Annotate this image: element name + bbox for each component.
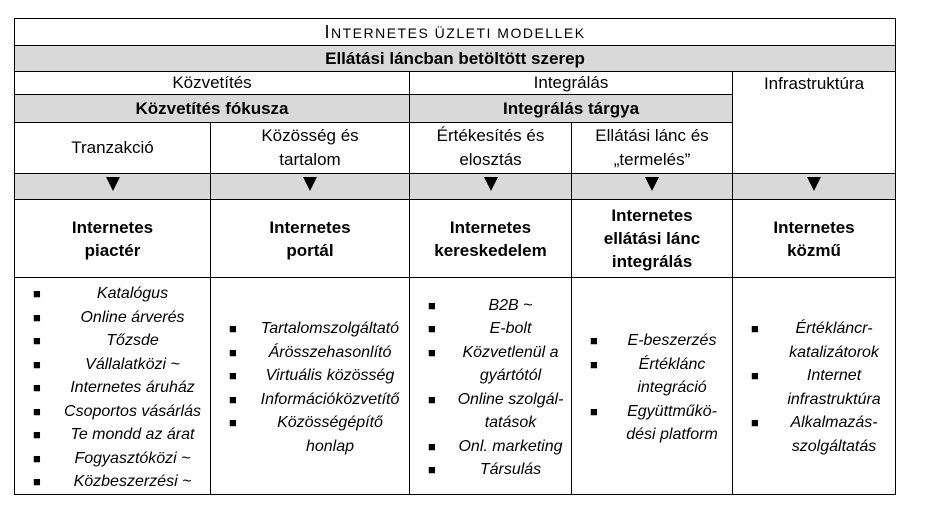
list-item (225, 388, 409, 412)
list-item-line: honlap (305, 437, 355, 455)
list-item-line: Tartalomszolgáltató (260, 320, 400, 338)
list-item (424, 341, 571, 388)
list-item-line: Közvetlenül a (462, 343, 559, 361)
descriptor-kozosseg (211, 123, 410, 174)
list-item (29, 423, 210, 447)
bullet-icon: ■ (590, 403, 598, 419)
model-line: Internetes (71, 217, 154, 237)
bullet-icon: ■ (33, 474, 41, 489)
descriptor-tranzakcio (15, 123, 211, 174)
focus-header-kozvetites: Közvetítés fókusza (15, 95, 410, 123)
bullet-icon: ■ (751, 321, 759, 337)
bullet-icon: ■ (229, 415, 237, 431)
list-item-line: Közbeszerzési ~ (73, 473, 192, 490)
list-cell (410, 278, 572, 495)
list-item-line: Internet (806, 367, 862, 385)
descriptor-line: „termelés” (613, 150, 691, 169)
list-item-line: Online árverés (80, 308, 185, 326)
list-cell (572, 278, 733, 495)
list-item-line: integráció (637, 379, 707, 396)
list-item (29, 470, 210, 494)
model-line: közmű (787, 240, 841, 260)
bullet-icon: ■ (590, 356, 598, 372)
descriptor-line: Ellátási lánc és (595, 126, 709, 145)
model-line: ellátási lánc (603, 229, 701, 248)
examples-list (410, 290, 571, 482)
role-header: Ellátási láncban betöltött szerep (15, 46, 896, 72)
list-cell (15, 278, 211, 495)
bullet-icon: ■ (33, 286, 41, 301)
list-item-line: Értékláncr- (795, 320, 873, 338)
descriptor-line: tartalom (279, 150, 341, 169)
list-item-line: Katalógus (96, 285, 169, 302)
list-item (424, 388, 571, 435)
arrow-down-icon (106, 177, 120, 191)
list-cell (211, 278, 410, 495)
list-item-line: Virtuális közösség (265, 367, 395, 385)
list-item (29, 376, 210, 400)
list-item-line: Értéklánc (638, 355, 706, 373)
list-item-line: E-bolt (489, 320, 532, 338)
model-kozmu (733, 200, 896, 278)
list-item-line: Árösszehasonlító (268, 343, 392, 361)
descriptor-ertekesites (410, 123, 572, 174)
bullet-icon: ■ (33, 380, 41, 395)
title-initial: I (324, 21, 331, 42)
role-kozvetites: Közvetítés (15, 72, 410, 95)
bullet-icon: ■ (428, 462, 436, 478)
list-item (29, 306, 210, 330)
bullet-icon: ■ (33, 450, 41, 466)
list-item (747, 364, 895, 411)
bullet-icon: ■ (229, 344, 237, 360)
descriptor-line: Tranzakció (71, 138, 154, 157)
list-item-line: Alkalmazás- (790, 414, 878, 432)
bullet-icon: ■ (751, 368, 759, 384)
list-item-line: Együttműkö- (627, 402, 717, 420)
bullet-icon: ■ (590, 333, 598, 348)
list-item-line: Fogyasztóközi ~ (74, 449, 191, 467)
list-item (586, 400, 732, 447)
arrow-down-icon (645, 177, 659, 191)
bullet-icon: ■ (33, 403, 41, 419)
bullet-icon: ■ (229, 368, 237, 384)
bullet-icon: ■ (428, 297, 436, 313)
descriptor-line: Értékesítés és (436, 126, 545, 145)
arrow-cell (15, 174, 211, 200)
bullet-icon: ■ (751, 415, 759, 431)
focus-header-integralas: Integrálás tárgya (410, 95, 733, 123)
examples-list (733, 313, 895, 458)
role-integralas: Integrálás (410, 72, 733, 95)
arrow-cell (211, 174, 410, 200)
bullet-icon: ■ (229, 391, 237, 407)
list-item (29, 353, 210, 377)
business-models-table (14, 18, 896, 495)
list-item-line: tatások (484, 414, 537, 432)
model-line: Internetes (773, 217, 855, 237)
list-item-line: dési platform (626, 426, 718, 443)
list-item (29, 282, 210, 306)
bullet-icon: ■ (33, 333, 41, 348)
arrow-cell (410, 174, 572, 200)
model-line: integrálás (611, 252, 693, 271)
list-item-line: szolgáltatás (791, 437, 877, 455)
model-line: piactér (84, 240, 141, 260)
table-title (15, 19, 896, 46)
list-item (225, 364, 409, 388)
list-item (424, 294, 571, 318)
list-item-line: infrastruktúra (787, 390, 881, 408)
list-item-line: Tőzsde (106, 332, 159, 349)
examples-list (211, 313, 409, 458)
title-rest: NTERNETES ÜZLETI MODELLEK (331, 24, 586, 41)
list-item-line: Online szolgál- (457, 390, 564, 408)
descriptor-line: Közösség és (261, 126, 359, 145)
model-line: Internetes (269, 217, 351, 237)
model-line: kereskedelem (434, 240, 547, 260)
list-item (225, 411, 409, 458)
list-cell (733, 278, 896, 495)
list-item-line: gyártótól (479, 367, 542, 385)
list-item (29, 400, 210, 424)
list-item (424, 317, 571, 341)
list-item-line: Csoportos vásárlás (64, 402, 201, 420)
list-item-line: Te mondd az árat (70, 426, 195, 443)
arrow-down-icon (484, 177, 498, 191)
examples-list (572, 325, 732, 447)
list-item (225, 341, 409, 365)
examples-list (15, 278, 210, 494)
model-kereskedelem (410, 200, 572, 278)
bullet-icon: ■ (33, 427, 41, 442)
bullet-icon: ■ (33, 309, 41, 325)
model-piacter (15, 200, 211, 278)
bullet-icon: ■ (428, 321, 436, 337)
model-line: portál (286, 240, 334, 260)
list-item-line: Onl. marketing (458, 437, 563, 455)
model-ellatasi-lanc (572, 200, 733, 278)
list-item (747, 317, 895, 364)
model-portal (211, 200, 410, 278)
arrow-down-icon (807, 177, 821, 191)
role-infrastruktura: Infrastruktúra (733, 72, 896, 174)
model-line: Internetes (449, 217, 532, 237)
arrow-cell (572, 174, 733, 200)
model-line: Internetes (611, 206, 693, 225)
list-item (424, 435, 571, 459)
descriptor-line: elosztás (459, 150, 522, 169)
list-item-line: katalizátorok (789, 343, 879, 361)
list-item-line: E-beszerzés (627, 332, 717, 349)
arrow-cell (733, 174, 896, 200)
arrow-down-icon (303, 177, 317, 191)
list-item-line: Vállalatközi ~ (85, 355, 180, 373)
list-item (225, 317, 409, 341)
list-item-line: Információközvetítő (260, 390, 400, 408)
list-item (747, 411, 895, 458)
bullet-icon: ■ (428, 391, 436, 407)
list-item (29, 329, 210, 353)
bullet-icon: ■ (33, 356, 41, 372)
bullet-icon: ■ (428, 344, 436, 360)
list-item-line: Internetes áruház (70, 379, 195, 396)
descriptor-ellatasi-lanc (572, 123, 733, 174)
list-item-line: Közösségépítő (277, 414, 383, 432)
bullet-icon: ■ (229, 321, 237, 337)
list-item-line: B2B ~ (488, 296, 533, 314)
list-item (586, 329, 732, 353)
bullet-icon: ■ (428, 438, 436, 454)
list-item-line: Társulás (479, 461, 542, 479)
list-item (424, 458, 571, 482)
list-item (29, 447, 210, 471)
list-item (586, 353, 732, 400)
